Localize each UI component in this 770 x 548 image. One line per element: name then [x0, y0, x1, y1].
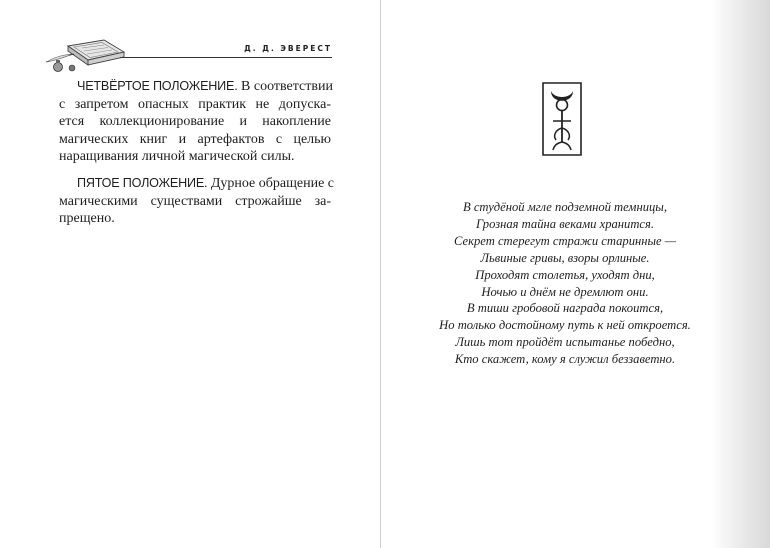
paragraph-line: ПЯТОЕ ПОЛОЖЕНИЕ. Дурное обращение с — [77, 176, 335, 191]
poem-line: Секрет стерегут стражи старинные — — [454, 233, 676, 248]
running-head-author: Д. Д. ЭВЕРЕСТ — [244, 44, 332, 53]
poem-line: Но только достойному путь к ней откроется. — [439, 318, 691, 333]
poem-line: В тиши гробовой награда покоится, — [466, 301, 664, 316]
paragraph-line: ется коллекционирование и накопление — [59, 114, 331, 129]
poem-line: Ночью и днём не дремлют они. — [481, 284, 649, 299]
poem-line: В студёной мгле подземной темницы, — [463, 200, 667, 214]
paragraph-line: с запретом опасных практик не допуска- — [59, 96, 331, 112]
paragraph-line: прещено. — [59, 211, 115, 226]
poem-line: Проходят столетья, уходят дни, — [475, 267, 655, 282]
book-icon — [44, 38, 132, 74]
paragraph-fifth-rule — [59, 175, 335, 228]
paragraph-heading: ЧЕТВЁРТОЕ ПОЛОЖЕНИЕ. — [77, 79, 238, 93]
paragraph-fourth-rule — [59, 78, 331, 166]
paragraph-line: ЧЕТВЁРТОЕ ПОЛОЖЕНИЕ. В соответствии — [77, 79, 333, 94]
header-rule — [120, 57, 332, 58]
left-page — [0, 0, 381, 548]
paragraph-line: магических книг и артефактов с целью — [59, 131, 331, 147]
poem-line: Львиные гривы, взоры орлиные. — [480, 250, 650, 265]
paragraph-line: магическими существами строжайше за- — [59, 193, 331, 209]
poem — [420, 199, 710, 368]
poem-line: Грозная тайна веками хранится. — [475, 216, 655, 231]
sigil-icon — [540, 80, 584, 158]
poem-line: Лишь тот пройдёт испытанье победно, — [455, 335, 675, 350]
paragraph-heading: ПЯТОЕ ПОЛОЖЕНИЕ. — [77, 176, 208, 190]
paragraph-line: наращивания личной магической силы. — [59, 149, 295, 164]
poem-line: Кто скажет, кому я служил беззаветно. — [454, 352, 676, 367]
